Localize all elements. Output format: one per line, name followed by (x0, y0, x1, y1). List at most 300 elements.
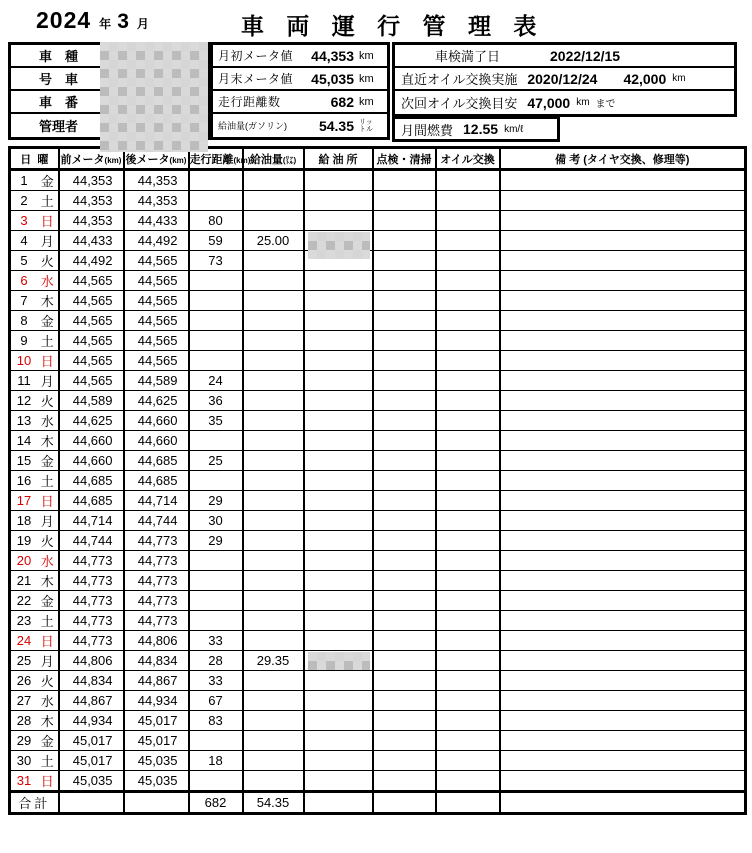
page-title: 車 両 運 行 管 理 表 (241, 13, 545, 39)
station-cell (304, 691, 373, 711)
inspection-cell (373, 531, 436, 551)
fuel-amount-unit: リッ トル (359, 118, 373, 133)
col-header-day-weekday: 日 曜 (10, 148, 59, 170)
before-meter-cell: 44,773 (59, 551, 124, 571)
after-meter-cell: 44,773 (124, 531, 189, 551)
day-weekday-cell: 22 金 (10, 591, 59, 611)
last-oil-change-unit: km (672, 73, 686, 84)
before-meter-cell: 44,353 (59, 211, 124, 231)
before-meter-cell: 44,773 (59, 591, 124, 611)
distance-cell (189, 731, 243, 751)
note-cell (500, 431, 746, 451)
day-weekday-cell: 28 木 (10, 711, 59, 731)
log-row (10, 191, 746, 211)
col-header-oil-change: オイル交換 (436, 148, 500, 170)
note-cell (500, 311, 746, 331)
distance-cell (189, 471, 243, 491)
station-cell (304, 611, 373, 631)
total-distance-label: 走行距離数 (218, 95, 281, 109)
inspection-cell (373, 170, 436, 191)
oil-change-cell (436, 691, 500, 711)
fuel-cell (243, 551, 304, 571)
note-cell (500, 751, 746, 771)
fuel-cell (243, 170, 304, 191)
car-no-label: 号 車 (38, 72, 78, 87)
fuel-amount-row (213, 114, 387, 137)
day-weekday-cell: 14 木 (10, 431, 59, 451)
station-cell (304, 271, 373, 291)
oil-change-cell (436, 531, 500, 551)
redacted-vehicle-values (100, 42, 208, 152)
before-meter-cell: 44,492 (59, 251, 124, 271)
total-inspection-cell (373, 792, 436, 814)
inspection-cell (373, 291, 436, 311)
station-cell (304, 451, 373, 471)
total-after-cell (124, 792, 189, 814)
next-oil-change-suffix: まで (595, 99, 616, 110)
station-cell (304, 491, 373, 511)
fuel-cell (243, 271, 304, 291)
before-meter-cell: 44,565 (59, 371, 124, 391)
distance-cell: 80 (189, 211, 243, 231)
after-meter-cell: 45,017 (124, 711, 189, 731)
log-row (10, 571, 746, 591)
col-header-after-meter: 後メータ(km) (124, 148, 189, 170)
col-header-station: 給 油 所 (304, 148, 373, 170)
note-cell (500, 591, 746, 611)
distance-cell: 36 (189, 391, 243, 411)
before-meter-cell: 44,867 (59, 691, 124, 711)
log-row (10, 691, 746, 711)
col-header-before-meter: 前メータ(km) (59, 148, 124, 170)
after-meter-cell: 44,565 (124, 271, 189, 291)
note-cell (500, 491, 746, 511)
day-weekday-cell: 9 土 (10, 331, 59, 351)
month-end-meter-unit: km (359, 72, 374, 85)
fuel-cell: 29.35 (243, 651, 304, 671)
before-meter-cell: 45,017 (59, 731, 124, 751)
total-distance-row (213, 91, 387, 114)
meter-info-box (210, 42, 390, 140)
distance-cell: 30 (189, 511, 243, 531)
day-weekday-cell: 20 水 (10, 551, 59, 571)
oil-change-cell (436, 751, 500, 771)
col-header-fuel: 給油量(㍑) (243, 148, 304, 170)
month-end-meter-row (213, 68, 387, 91)
inspection-cell (373, 411, 436, 431)
after-meter-cell: 44,773 (124, 611, 189, 631)
total-note-cell (500, 792, 746, 814)
total-distance-value: 682 (330, 93, 354, 110)
distance-cell: 29 (189, 491, 243, 511)
day-weekday-cell: 19 火 (10, 531, 59, 551)
day-weekday-cell: 21 木 (10, 571, 59, 591)
inspection-cell (373, 491, 436, 511)
before-meter-cell: 44,744 (59, 531, 124, 551)
station-cell (304, 731, 373, 751)
log-row (10, 451, 746, 471)
log-row (10, 591, 746, 611)
col-header-distance: 走行距離(km) (189, 148, 243, 170)
station-cell (304, 351, 373, 371)
before-meter-cell: 44,565 (59, 351, 124, 371)
inspection-cell (373, 191, 436, 211)
distance-cell (189, 191, 243, 211)
after-meter-cell: 44,744 (124, 511, 189, 531)
day-weekday-cell: 26 火 (10, 671, 59, 691)
day-weekday-cell: 8 金 (10, 311, 59, 331)
before-meter-cell: 44,660 (59, 431, 124, 451)
note-cell (500, 411, 746, 431)
before-meter-cell: 44,934 (59, 711, 124, 731)
station-cell (304, 311, 373, 331)
inspection-cell (373, 651, 436, 671)
log-row (10, 731, 746, 751)
note-cell (500, 471, 746, 491)
station-cell (304, 771, 373, 792)
inspection-cell (373, 271, 436, 291)
after-meter-cell: 44,353 (124, 191, 189, 211)
inspection-cell (373, 371, 436, 391)
inspection-cell (373, 671, 436, 691)
distance-cell: 29 (189, 531, 243, 551)
before-meter-cell: 44,565 (59, 271, 124, 291)
day-weekday-cell: 4 月 (10, 231, 59, 251)
note-cell (500, 711, 746, 731)
note-cell (500, 671, 746, 691)
after-meter-cell: 45,017 (124, 731, 189, 751)
oil-change-cell (436, 211, 500, 231)
total-fuel-cell: 54.35 (243, 792, 304, 814)
before-meter-cell: 44,660 (59, 451, 124, 471)
note-cell (500, 691, 746, 711)
info-section (0, 40, 752, 146)
fuel-cell (243, 691, 304, 711)
distance-cell (189, 431, 243, 451)
log-row (10, 491, 746, 511)
log-row (10, 651, 746, 671)
fuel-cell (243, 251, 304, 271)
redacted-station-value (308, 652, 370, 670)
inspection-cell (373, 311, 436, 331)
inspection-cell (373, 251, 436, 271)
log-table-body (10, 170, 746, 792)
inspection-cell (373, 631, 436, 651)
distance-cell: 28 (189, 651, 243, 671)
before-meter-cell: 44,565 (59, 311, 124, 331)
note-cell (500, 651, 746, 671)
before-meter-cell: 45,035 (59, 771, 124, 792)
next-oil-change-label: 次回オイル交換目安 (401, 96, 518, 111)
distance-cell (189, 351, 243, 371)
oil-change-cell (436, 251, 500, 271)
before-meter-cell: 44,353 (59, 170, 124, 191)
distance-cell (189, 571, 243, 591)
total-distance-unit: km (359, 95, 374, 108)
station-cell (304, 411, 373, 431)
day-weekday-cell: 5 火 (10, 251, 59, 271)
note-cell (500, 371, 746, 391)
after-meter-cell: 44,660 (124, 431, 189, 451)
inspection-cell (373, 471, 436, 491)
after-meter-cell: 44,625 (124, 391, 189, 411)
day-weekday-cell: 27 水 (10, 691, 59, 711)
fuel-cell (243, 431, 304, 451)
fuel-cell (243, 591, 304, 611)
log-row (10, 371, 746, 391)
oil-change-cell (436, 471, 500, 491)
log-row (10, 331, 746, 351)
title-bar (0, 0, 752, 40)
day-weekday-cell: 7 木 (10, 291, 59, 311)
oil-change-cell (436, 771, 500, 792)
log-row (10, 611, 746, 631)
month-start-meter-row (213, 45, 387, 68)
before-meter-cell: 44,685 (59, 471, 124, 491)
station-cell (304, 471, 373, 491)
after-meter-cell: 44,773 (124, 591, 189, 611)
fuel-cell (243, 611, 304, 631)
day-weekday-cell: 30 土 (10, 751, 59, 771)
inspection-cell (373, 211, 436, 231)
day-weekday-cell: 31 日 (10, 771, 59, 792)
oil-change-cell (436, 671, 500, 691)
day-weekday-cell: 17 日 (10, 491, 59, 511)
oil-change-cell (436, 291, 500, 311)
inspection-cell (373, 571, 436, 591)
log-row (10, 531, 746, 551)
after-meter-cell: 44,565 (124, 251, 189, 271)
after-meter-cell: 45,035 (124, 771, 189, 792)
month-end-meter-label: 月末メータ値 (218, 72, 294, 86)
note-cell (500, 271, 746, 291)
next-oil-change-unit: km (576, 97, 590, 108)
log-row (10, 631, 746, 651)
note-cell (500, 170, 746, 191)
inspection-cell (373, 731, 436, 751)
after-meter-cell: 44,589 (124, 371, 189, 391)
fuel-cell: 25.00 (243, 231, 304, 251)
oil-change-cell (436, 491, 500, 511)
after-meter-cell: 44,714 (124, 491, 189, 511)
note-cell (500, 451, 746, 471)
distance-cell: 35 (189, 411, 243, 431)
before-meter-cell: 44,565 (59, 291, 124, 311)
after-meter-cell: 44,834 (124, 651, 189, 671)
inspection-cell (373, 351, 436, 371)
fuel-cell (243, 391, 304, 411)
fuel-cell (243, 311, 304, 331)
day-weekday-cell: 24 日 (10, 631, 59, 651)
day-weekday-cell: 11 月 (10, 371, 59, 391)
oil-change-cell (436, 231, 500, 251)
station-cell (304, 231, 373, 251)
note-cell (500, 631, 746, 651)
note-cell (500, 251, 746, 271)
after-meter-cell: 44,433 (124, 211, 189, 231)
note-cell (500, 571, 746, 591)
manager-label: 管理者 (38, 119, 78, 134)
station-cell (304, 711, 373, 731)
daily-log-table (8, 146, 747, 815)
total-row (10, 792, 746, 814)
fuel-amount-label: 給油量(ガソリン) (218, 121, 287, 131)
day-weekday-cell: 25 月 (10, 651, 59, 671)
fuel-cell (243, 411, 304, 431)
fuel-cell (243, 531, 304, 551)
before-meter-cell: 44,589 (59, 391, 124, 411)
fuel-cell (243, 351, 304, 371)
note-cell (500, 291, 746, 311)
distance-cell (189, 551, 243, 571)
next-oil-change-odometer: 47,000 (527, 94, 571, 111)
day-weekday-cell: 2 土 (10, 191, 59, 211)
station-cell (304, 591, 373, 611)
month-start-meter-label: 月初メータ値 (218, 49, 294, 63)
month-end-meter-value: 45,035 (311, 70, 354, 87)
redacted-station-value (308, 232, 370, 259)
distance-cell (189, 271, 243, 291)
after-meter-cell: 44,806 (124, 631, 189, 651)
fuel-cell (243, 671, 304, 691)
note-cell (500, 771, 746, 792)
station-cell (304, 391, 373, 411)
distance-cell (189, 331, 243, 351)
oil-change-cell (436, 611, 500, 631)
oil-change-cell (436, 170, 500, 191)
after-meter-cell: 44,660 (124, 411, 189, 431)
station-cell (304, 671, 373, 691)
oil-change-cell (436, 191, 500, 211)
col-header-note: 備 考 (タイヤ交換、修理等) (500, 148, 746, 170)
month-start-meter-value: 44,353 (311, 47, 354, 64)
before-meter-cell: 44,806 (59, 651, 124, 671)
distance-cell: 33 (189, 671, 243, 691)
oil-change-cell (436, 311, 500, 331)
station-cell (304, 511, 373, 531)
inspection-cell (373, 391, 436, 411)
station-cell (304, 751, 373, 771)
oil-change-cell (436, 271, 500, 291)
after-meter-cell: 44,773 (124, 571, 189, 591)
log-row (10, 771, 746, 792)
last-oil-change-odometer: 42,000 (623, 70, 667, 87)
fuel-cell (243, 571, 304, 591)
distance-cell: 25 (189, 451, 243, 471)
distance-cell (189, 311, 243, 331)
log-row (10, 431, 746, 451)
inspection-cell (373, 691, 436, 711)
log-row (10, 671, 746, 691)
note-cell (500, 191, 746, 211)
last-oil-change-label: 直近オイル交換実施 (401, 72, 518, 87)
before-meter-cell: 44,625 (59, 411, 124, 431)
after-meter-cell: 44,773 (124, 551, 189, 571)
vehicle-type-label: 車 種 (38, 49, 78, 64)
inspection-cell (373, 771, 436, 792)
total-before-cell (59, 792, 124, 814)
after-meter-cell: 44,565 (124, 331, 189, 351)
before-meter-cell: 45,017 (59, 751, 124, 771)
inspection-cell (373, 511, 436, 531)
station-cell (304, 571, 373, 591)
day-weekday-cell: 13 水 (10, 411, 59, 431)
fuel-cell (243, 291, 304, 311)
monthly-fuel-economy-box (392, 116, 560, 142)
day-weekday-cell: 29 金 (10, 731, 59, 751)
total-station-cell (304, 792, 373, 814)
total-label: 合計 (10, 792, 59, 814)
note-cell (500, 531, 746, 551)
after-meter-cell: 44,353 (124, 170, 189, 191)
fuel-cell (243, 371, 304, 391)
note-cell (500, 391, 746, 411)
fuel-cell (243, 751, 304, 771)
distance-cell: 59 (189, 231, 243, 251)
before-meter-cell: 44,714 (59, 511, 124, 531)
before-meter-cell: 44,685 (59, 491, 124, 511)
station-cell (304, 531, 373, 551)
log-row (10, 311, 746, 331)
inspection-cell (373, 711, 436, 731)
note-cell (500, 511, 746, 531)
oil-change-cell (436, 571, 500, 591)
log-row (10, 251, 746, 271)
before-meter-cell: 44,834 (59, 671, 124, 691)
fuel-cell (243, 331, 304, 351)
note-cell (500, 551, 746, 571)
before-meter-cell: 44,353 (59, 191, 124, 211)
oil-change-cell (436, 391, 500, 411)
inspection-expiry-value: 2022/12/15 (550, 47, 621, 64)
day-weekday-cell: 6 水 (10, 271, 59, 291)
report-month: 3 (117, 10, 129, 33)
note-cell (500, 331, 746, 351)
inspection-cell (373, 591, 436, 611)
day-weekday-cell: 1 金 (10, 170, 59, 191)
last-oil-change-row (395, 68, 734, 91)
inspection-cell (373, 611, 436, 631)
distance-cell (189, 771, 243, 792)
total-distance-cell: 682 (189, 792, 243, 814)
station-cell (304, 191, 373, 211)
inspection-cell (373, 751, 436, 771)
oil-change-cell (436, 591, 500, 611)
fuel-economy-value: 12.55 (463, 121, 499, 137)
note-cell (500, 211, 746, 231)
before-meter-cell: 44,773 (59, 571, 124, 591)
log-row (10, 291, 746, 311)
log-row (10, 211, 746, 231)
oil-change-cell (436, 431, 500, 451)
station-cell (304, 431, 373, 451)
fuel-cell (243, 711, 304, 731)
before-meter-cell: 44,773 (59, 611, 124, 631)
oil-change-cell (436, 731, 500, 751)
oil-change-cell (436, 551, 500, 571)
log-row (10, 551, 746, 571)
log-row (10, 231, 746, 251)
station-cell (304, 651, 373, 671)
fuel-economy-label: 月間燃費 (401, 122, 454, 138)
plate-no-label: 車 番 (38, 95, 78, 110)
total-oil-cell (436, 792, 500, 814)
fuel-cell (243, 471, 304, 491)
fuel-cell (243, 451, 304, 471)
distance-cell: 83 (189, 711, 243, 731)
log-row (10, 711, 746, 731)
after-meter-cell: 44,685 (124, 471, 189, 491)
